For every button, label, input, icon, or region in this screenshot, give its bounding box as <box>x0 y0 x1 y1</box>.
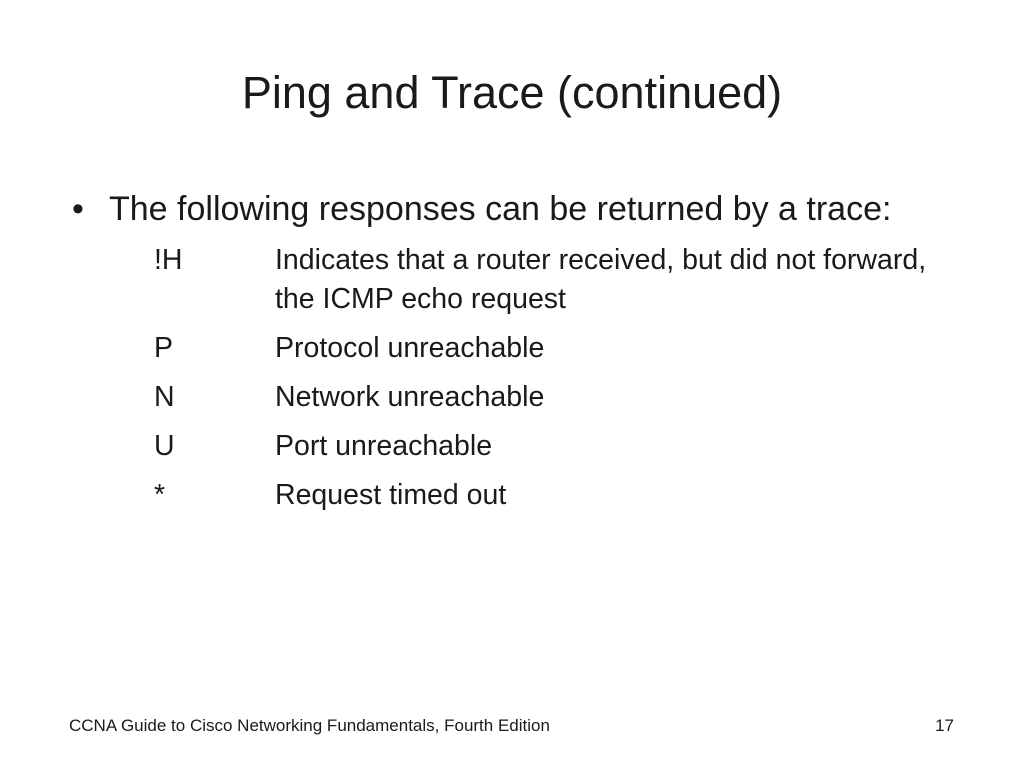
response-description: Network unreachable <box>275 381 545 413</box>
trace-response-row <box>154 378 935 417</box>
response-description: Protocol unreachable <box>275 332 545 364</box>
footer-source: CCNA Guide to Cisco Networking Fundamentals, Fourth Edition <box>69 716 550 735</box>
bullet-marker: • <box>72 190 84 228</box>
response-code: N <box>154 381 175 413</box>
slide-title: Ping and Trace (continued) <box>241 67 783 118</box>
response-description: Request timed out <box>275 479 507 511</box>
response-code: !H <box>154 244 183 276</box>
trace-response-row <box>154 241 935 319</box>
bullet-text: The following responses can be returned by a trace: <box>109 190 892 228</box>
trace-response-row <box>154 329 935 368</box>
bullet-item <box>72 189 891 229</box>
response-description: Port unreachable <box>275 430 493 462</box>
trace-response-row <box>154 476 935 515</box>
response-code: P <box>154 332 174 364</box>
response-code: U <box>154 430 175 462</box>
trace-response-row <box>154 427 935 466</box>
response-description: Indicates that a router received, but did not forward, the ICMP echo request <box>275 244 927 315</box>
page-number: 17 <box>935 716 954 735</box>
trace-response-list <box>154 241 935 525</box>
response-code: * <box>154 479 166 511</box>
